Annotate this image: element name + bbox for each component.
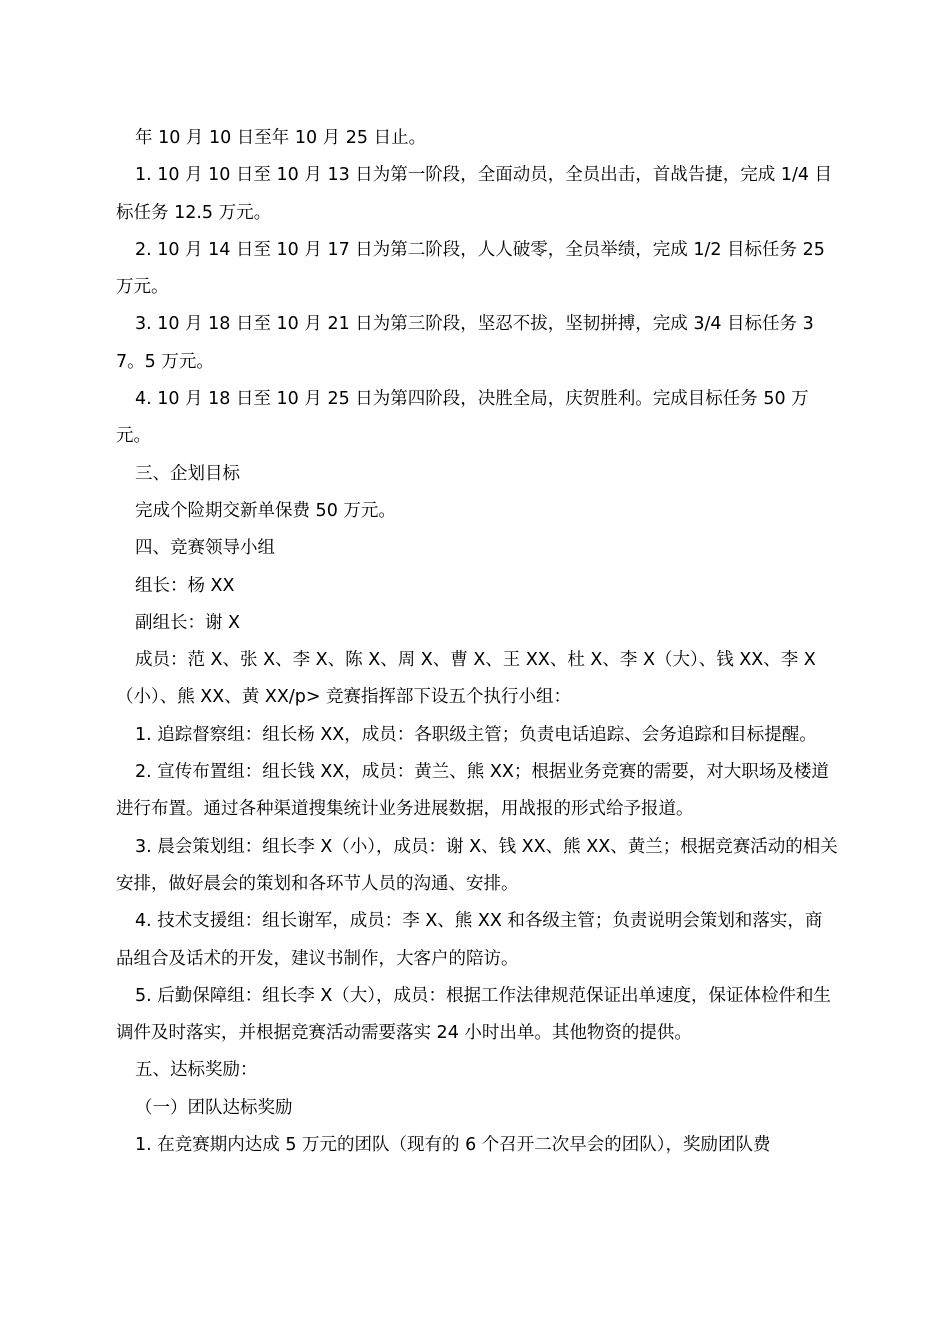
paragraph-phase-4: 4. 10 月 18 日至 10 月 25 日为第四阶段，决胜全局，庆贺胜利。完成目标任务 50 万元。 <box>116 389 809 447</box>
paragraph-phase-1: 1. 10 月 10 日至 10 月 13 日为第一阶段，全面动员，全员出击，首战告捷，完成 1/4 目标任务 12.5 万元。 <box>116 165 833 223</box>
paragraph-team-morning-meeting: 3. 晨会策划组：组长李 X（小），成员：谢 X、钱 XX、熊 XX、黄兰；根据竞赛活动的相关安排，做好晨会的策划和各环节人员的沟通、安排。 <box>116 836 838 894</box>
paragraph-team-logistics: 5. 后勤保障组：组长李 X（大），成员：根据工作法律规范保证出单速度，保证体检件和生调件及时落实，并根据竞赛活动需要落实 24 小时出单。其他物资的提供。 <box>116 985 832 1044</box>
paragraph-group-leader: 组长：杨 XX <box>135 575 235 596</box>
paragraph-team-reward-1: 1. 在竞赛期内达成 5 万元的团队（现有的 6 个召开二次早会的团队），奖励团队费 <box>135 1135 771 1156</box>
paragraph-members: 成员：范 X、张 X、李 X、陈 X、周 X、曹 X、王 XX、杜 X、李 X（大）、钱 XX、李 X（小）、熊 XX、黄 XX/p> 竞赛指挥部下设五个执行小组： <box>116 650 816 708</box>
paragraph-phase-3: 3. 10 月 18 日至 10 月 21 日为第三阶段，坚忍不拔，坚韧拼搏，完成 3/4 目标任务 37。5 万元。 <box>116 314 814 372</box>
paragraph-deputy-leader: 副组长：谢 X <box>135 612 241 633</box>
subsection-heading-team-rewards: （一）团队达标奖励 <box>135 1097 293 1118</box>
section-heading-planning-goal: 三、企划目标 <box>135 463 240 484</box>
paragraph-planning-goal: 完成个险期交新单保费 50 万元。 <box>135 500 396 521</box>
section-heading-leadership-group: 四、竞赛领导小组 <box>135 538 275 559</box>
paragraph-phase-2: 2. 10 月 14 日至 10 月 17 日为第二阶段，人人破零，全员举绩，完成 1/2 目标任务 25 万元。 <box>116 239 825 298</box>
paragraph-team-publicity: 2. 宣传布置组：组长钱 XX，成员：黄兰、熊 XX；根据业务竞赛的需要，对大职场及楼道进行布置。通过各种渠道搜集统计业务进展数据，用战报的形式给予报道。 <box>116 762 829 820</box>
paragraph-team-tech-support: 4. 技术支援组：组长谢军，成员：李 X、熊 XX 和各级主管；负责说明会策划和落实，商品组合及话术的开发，建议书制作，大客户的陪访。 <box>116 911 823 969</box>
section-heading-rewards: 五、达标奖励： <box>135 1060 258 1081</box>
document-body <box>116 120 838 1164</box>
paragraph-period: 年 10 月 10 日至年 10 月 25 日止。 <box>135 128 427 148</box>
paragraph-team-tracking: 1. 追踪督察组：组长杨 XX，成员：各职级主管；负责电话追踪、会务追踪和目标提醒。 <box>135 724 817 745</box>
